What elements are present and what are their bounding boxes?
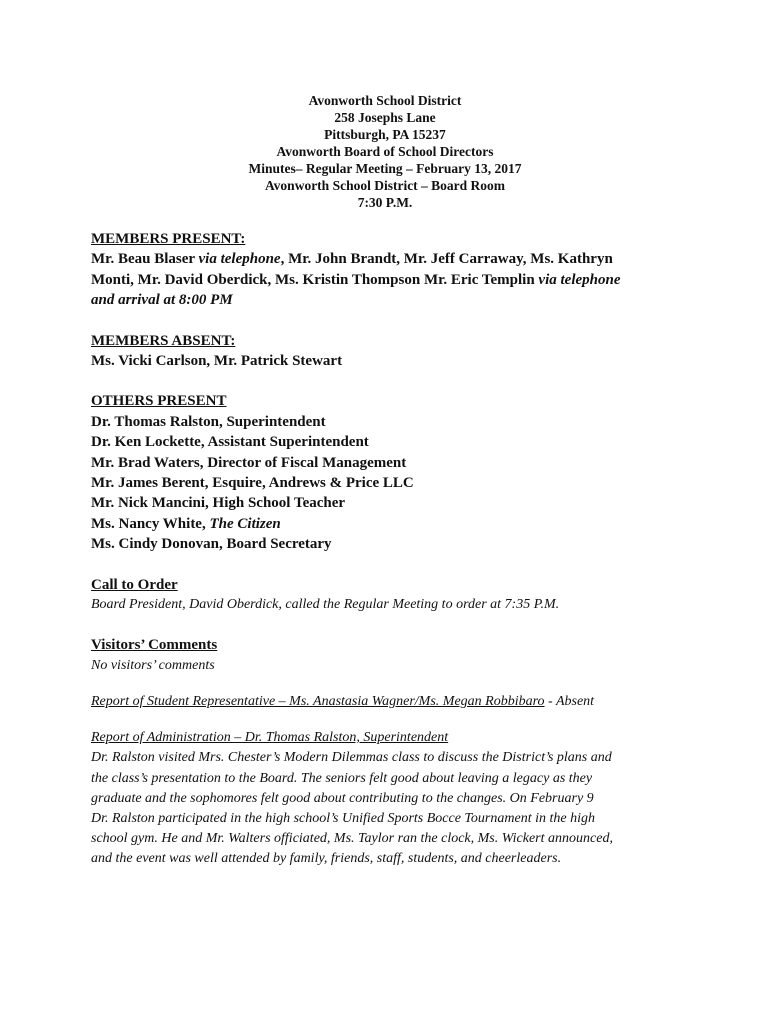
meeting-title: Minutes– Regular Meeting – February 13, 2017 (248, 161, 522, 176)
call-to-order-text: Board President, David Oberdick, called the Regular Meeting to order at 7:35 P.M. (91, 597, 560, 613)
administration-line: the class’s presentation to the Board. The seniors felt good about leaving a legacy as they (91, 770, 593, 786)
district-name: Avonworth School District (308, 93, 462, 108)
attendee-item: Mr. James Berent, Esquire, Andrews & Price LLC (91, 475, 414, 492)
district-street: 258 Josephs Lane (334, 110, 436, 125)
district-city: Pittsburgh, PA 15237 (324, 127, 446, 142)
members-present-text-1: Mr. Beau Blaser (91, 251, 199, 268)
meeting-location: Avonworth School District – Board Room (264, 178, 506, 193)
visitors-title: Visitors’ Comments (91, 637, 218, 654)
attendee-item: Dr. Thomas Ralston, Superintendent (91, 413, 326, 430)
call-to-order-section (91, 575, 691, 616)
administration-line: Dr. Ralston participated in the high school’s Unified Sports Bocce Tournament in the high (91, 810, 595, 826)
members-present-note-3: and arrival at 8:00 PM (91, 292, 233, 309)
visitors-text: No visitors’ comments (91, 657, 215, 673)
members-present-note-1: via telephone (198, 251, 281, 268)
attendee-item: Ms. Cindy Donovan, Board Secretary (91, 536, 332, 553)
student-rep-status: - Absent (544, 693, 595, 709)
attendee-white-name: Ms. Nancy White, (91, 515, 210, 532)
administration-line: school gym. He and Mr. Walters officiated, Ms. Taylor ran the clock, Ms. Wickert announced, (91, 831, 613, 847)
members-absent-section (91, 331, 691, 372)
attendee-item: Mr. Brad Waters, Director of Fiscal Management (91, 454, 407, 471)
members-present-text-3: Monti, Mr. David Oberdick, Ms. Kristin Thompson Mr. Eric Templin (91, 271, 539, 288)
student-rep-title: Report of Student Representative – Ms. Anastasia Wagner/Ms. Megan Robbibaro (91, 693, 545, 709)
members-present-note-2: via telephone (538, 271, 621, 288)
attendee-item: Mr. Nick Mancini, High School Teacher (91, 495, 346, 512)
document-header (0, 92, 770, 211)
attendee-white-paper: The Citizen (209, 515, 281, 532)
administration-line: Dr. Ralston visited Mrs. Chester’s Modern Dilemmas class to discuss the District’s plans and (91, 750, 612, 766)
members-absent-text: Ms. Vicki Carlson, Mr. Patrick Stewart (91, 353, 343, 370)
visitors-section (91, 635, 691, 676)
administration-line: graduate and the sophomores felt good about contributing to the changes. On February 9 (91, 790, 594, 806)
members-present-title: MEMBERS PRESENT: (91, 231, 246, 247)
board-name: Avonworth Board of School Directors (276, 144, 494, 159)
administration-title: Report of Administration – Dr. Thomas Ralston, Superintendent (91, 730, 449, 746)
attendee-item: Dr. Ken Lockette, Assistant Superintendent (91, 434, 369, 451)
minutes-body (91, 229, 691, 870)
administration-line: and the event was well attended by family, friends, staff, students, and cheerleaders. (91, 851, 562, 867)
call-to-order-title: Call to Order (91, 576, 178, 593)
student-rep-section (91, 692, 691, 712)
others-present-title: OTHERS PRESENT (91, 393, 227, 410)
administration-section (91, 728, 691, 869)
others-present-section (91, 391, 691, 554)
members-absent-title: MEMBERS ABSENT: (91, 332, 236, 349)
members-present-text-2: , Mr. John Brandt, Mr. Jeff Carraway, Ms. Kathryn (280, 251, 613, 268)
members-present-section (91, 229, 691, 311)
attendee-item (91, 514, 691, 534)
meeting-time: 7:30 P.M. (357, 195, 413, 210)
